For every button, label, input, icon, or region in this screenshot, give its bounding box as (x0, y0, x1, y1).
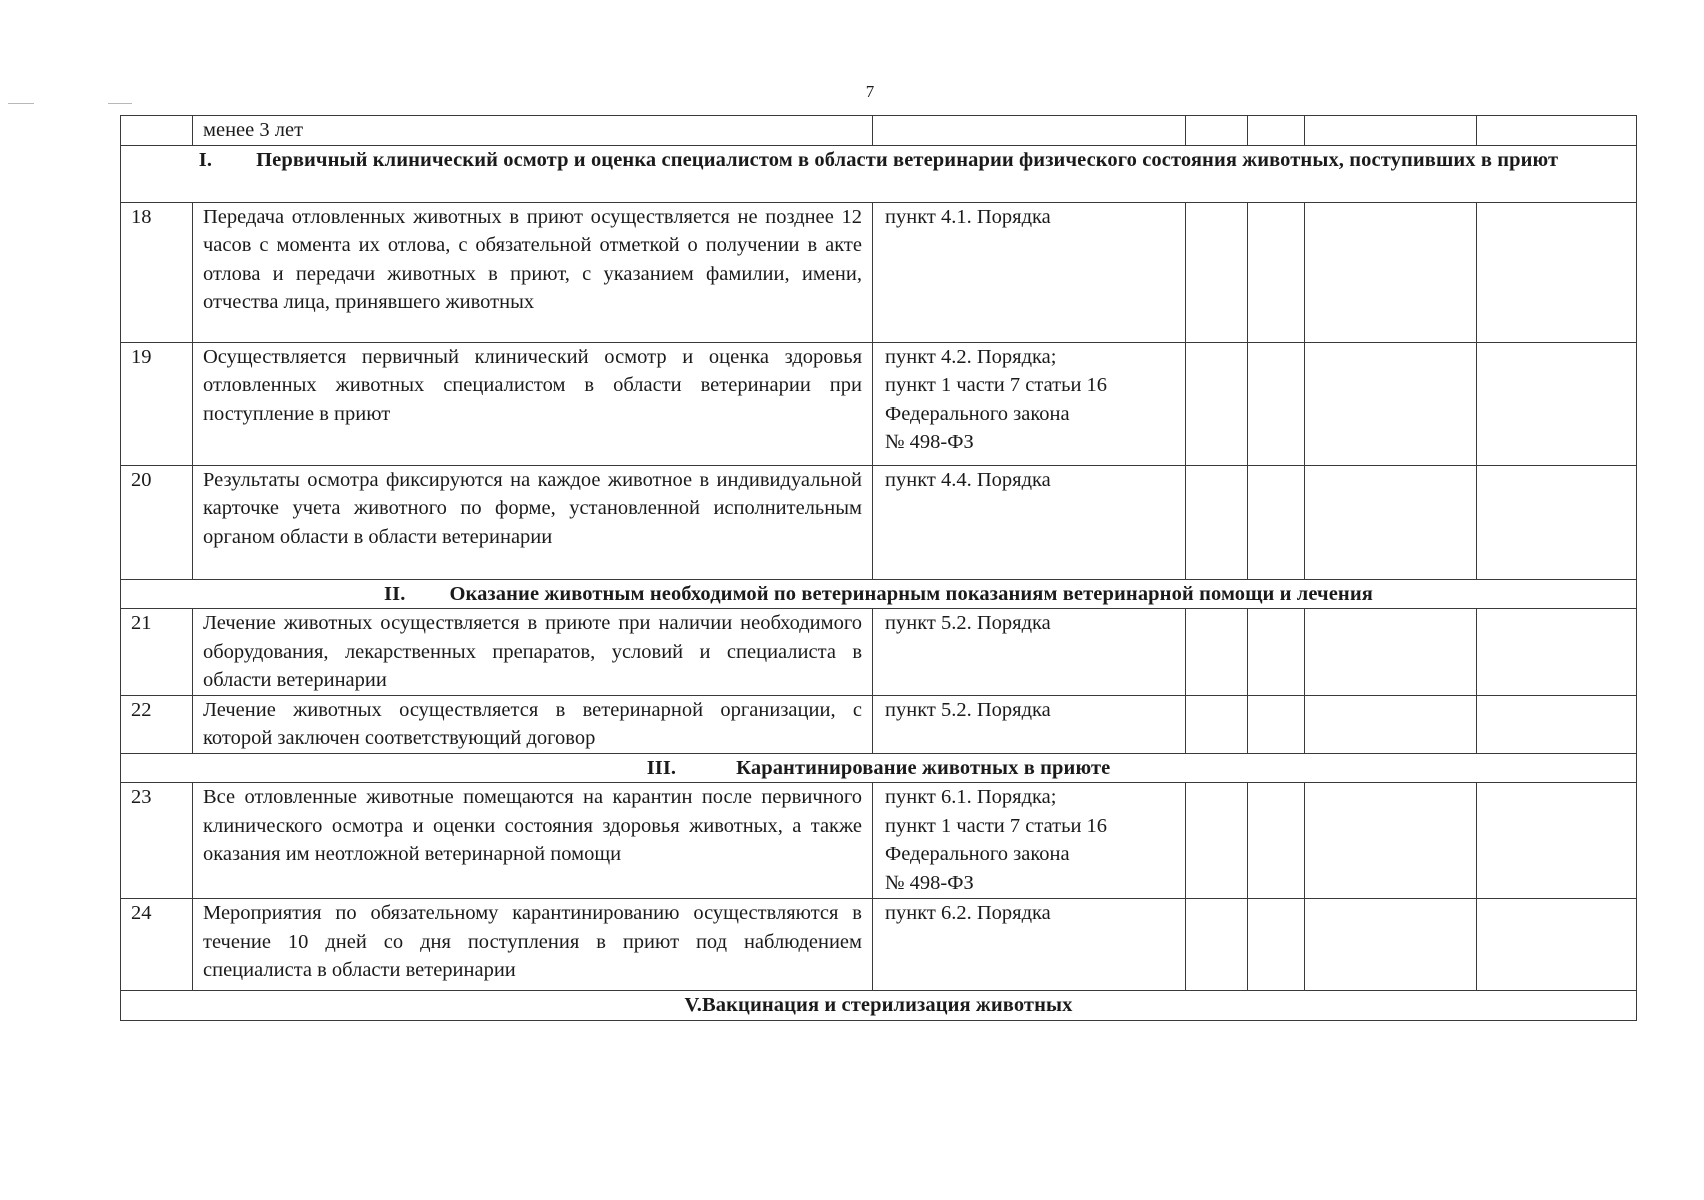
section-heading (121, 753, 1637, 783)
empty-cell (1477, 116, 1637, 146)
legal-reference-text: пункт 4.2. Порядка; пункт 1 части 7 статьи 16 Федерального закона № 498-ФЗ (885, 345, 1108, 453)
requirement-text: Мероприятия по обязательному карантинированию осуществляются в течение 10 дней со дня поступления в приют под наблюдением специалиста в области ветеринарии (193, 899, 873, 991)
legal-reference: пункт 5.2. Порядка (873, 695, 1186, 753)
legal-reference-text: пункт 6.1. Порядка; пункт 1 части 7 статьи 16 Федерального закона № 498-ФЗ (885, 786, 1108, 894)
empty-cell (1248, 695, 1305, 753)
empty-cell (1248, 342, 1305, 465)
row-number: 19 (121, 342, 193, 465)
table-row (121, 783, 1637, 899)
table-row (121, 342, 1637, 465)
legal-reference: пункт 4.4. Порядка (873, 465, 1186, 579)
section-title: Оказание животным необходимой по ветеринарным показаниям ветеринарной помощи и лечения (449, 582, 1373, 605)
empty-cell (1248, 783, 1305, 899)
table-row (121, 695, 1637, 753)
empty-cell (1186, 899, 1248, 991)
row-number: 24 (121, 899, 193, 991)
empty-cell (1305, 783, 1477, 899)
empty-cell (1186, 783, 1248, 899)
legal-reference: пункт 5.2. Порядка (873, 609, 1186, 696)
row-number: 23 (121, 783, 193, 899)
empty-cell (1305, 695, 1477, 753)
section-title: Карантинирование животных в приюте (736, 756, 1111, 779)
row-number: 21 (121, 609, 193, 696)
empty-cell (1477, 609, 1637, 696)
row-number: 22 (121, 695, 193, 753)
empty-cell (1186, 609, 1248, 696)
section-heading (121, 579, 1637, 609)
empty-cell (1186, 465, 1248, 579)
empty-cell (873, 116, 1186, 146)
empty-cell (1186, 695, 1248, 753)
requirement-text: Результаты осмотра фиксируются на каждое животное в индивидуальной карточке учета животного по форме, установленной исполнительным органом области в области ветеринарии (193, 465, 873, 579)
section-heading-row (121, 145, 1637, 202)
empty-cell (1305, 609, 1477, 696)
requirement-text: Осуществляется первичный клинический осмотр и оценка здоровья отловленных животных специалистом в области ветеринарии при поступление в приют (193, 342, 873, 465)
empty-cell (1477, 202, 1637, 342)
empty-cell (1186, 116, 1248, 146)
empty-cell (1477, 342, 1637, 465)
page-number: 7 (865, 82, 875, 101)
section-title: Первичный клинический осмотр и оценка специалистом в области ветеринарии физического состояния животных, поступивших в приют (256, 148, 1559, 171)
section-heading-row (121, 753, 1637, 783)
empty-cell (1248, 202, 1305, 342)
scan-margin-mark (8, 103, 34, 104)
empty-cell (1305, 342, 1477, 465)
empty-cell (1248, 465, 1305, 579)
empty-cell (1248, 609, 1305, 696)
requirement-text: Лечение животных осуществляется в ветеринарной организации, с которой заключен соответствующий договор (193, 695, 873, 753)
table-row (121, 202, 1637, 342)
row-number: 20 (121, 465, 193, 579)
section-heading-row (121, 579, 1637, 609)
legal-reference: пункт 6.2. Порядка (873, 899, 1186, 991)
empty-cell (1305, 116, 1477, 146)
empty-cell (1305, 202, 1477, 342)
empty-cell (1186, 202, 1248, 342)
section-numeral: II. (384, 582, 406, 605)
empty-cell (1248, 899, 1305, 991)
empty-cell (1477, 783, 1637, 899)
empty-cell (121, 116, 193, 146)
empty-cell (1248, 116, 1305, 146)
table-row (121, 899, 1637, 991)
table-row (121, 609, 1637, 696)
section-numeral: III. (646, 756, 677, 779)
legal-reference: пункт 4.1. Порядка (873, 202, 1186, 342)
row-number: 18 (121, 202, 193, 342)
requirement-text: Передача отловленных животных в приют осуществляется не позднее 12 часов с момента их отлова, с обязательной отметкой о получении в акте отлова и передачи животных в приют, с указанием фамилии, имени, отчества лица, принявшего животных (193, 202, 873, 342)
empty-cell (1305, 465, 1477, 579)
requirement-text: Лечение животных осуществляется в приюте при наличии необходимого оборудования, лекарственных препаратов, условий и специалиста в области ветеринарии (193, 609, 873, 696)
scan-margin-mark (108, 103, 132, 104)
empty-cell (1186, 342, 1248, 465)
legal-reference (873, 342, 1186, 465)
section-heading (121, 145, 1637, 202)
empty-cell (1477, 695, 1637, 753)
section-heading (121, 991, 1637, 1021)
requirement-text: Все отловленные животные помещаются на карантин после первичного клинического осмотра и оценки состояния здоровья животных, а также оказания им неотложной ветеринарной помощи (193, 783, 873, 899)
section-heading-row (121, 991, 1637, 1021)
section-numeral: I. (198, 148, 213, 171)
empty-cell (1477, 899, 1637, 991)
continuation-text: менее 3 лет (193, 116, 873, 146)
section-title: V.Вакцинация и стерилизация животных (684, 994, 1073, 1016)
empty-cell (1477, 465, 1637, 579)
checklist-table (120, 115, 1637, 1021)
table-row (121, 465, 1637, 579)
continuation-row (121, 116, 1637, 146)
empty-cell (1305, 899, 1477, 991)
legal-reference (873, 783, 1186, 899)
